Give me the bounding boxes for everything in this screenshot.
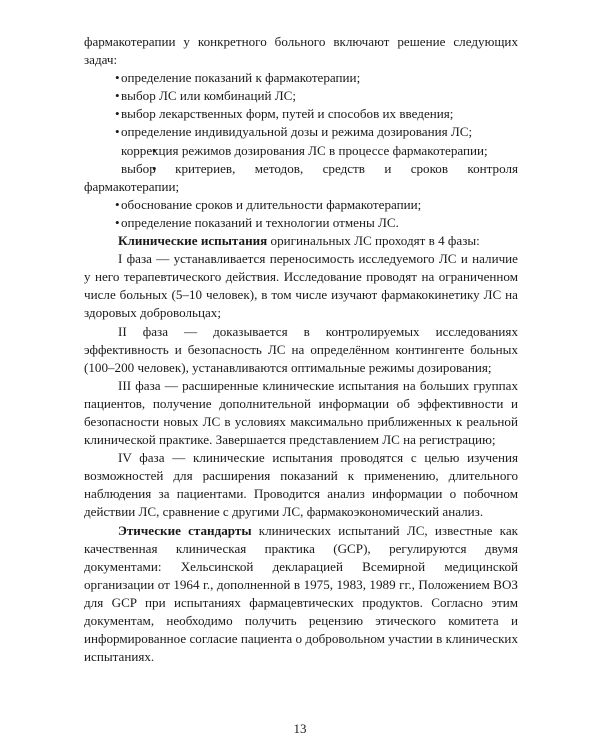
intro-paragraph: фармакотерапии у конкретного больного включают решение следующих задач:	[84, 34, 518, 68]
task-item: • определение индивидуальной дозы и режима дозирования ЛС;	[84, 123, 518, 141]
task-item: • коррекция режимов дозирования ЛС в процессе фармакотерапии;	[84, 142, 518, 160]
task-item: • определение показаний и технологии отмены ЛС.	[84, 214, 518, 232]
phase-paragraph: II фаза — доказывается в контролируемых исследованиях эффективность и безопасность ЛС на определённом контингенте больных (100–200 человек), устанавливаются оптимальные режимы дозирования;	[84, 323, 518, 375]
trials-term: Клинические испытания	[118, 233, 268, 249]
ethics-text: клинических испытаний ЛС, известные как качественная клиническая практика (GCP), регулируются двумя документами: Хельсинской декларацией Всемирной медицинской организации от 1964 г., дополненной в 1975, 1983, 1989 гг., Положением ВОЗ для GCP при испытаниях фармацевтических продуктов. Согласно этим документам, необходимо получить рецензию этического комитета и информированное согласие пациента о добровольном участии в клинических испытаниях.	[84, 522, 518, 665]
phase-paragraph: III фаза — расширенные клинические испытания на больших группах пациентов, получение дополнительной информации об эффективности и безопасности новых ЛС в условиях максимально приближенных к реальной клинической практике. Завершается представлением ЛС на регистрацию;	[84, 377, 518, 448]
task-item: • выбор ЛС или комбинаций ЛС;	[84, 87, 518, 105]
task-item: • выбор лекарственных форм, путей и способов их введения;	[84, 105, 518, 123]
phase-paragraph: IV фаза — клинические испытания проводятся с целью изучения возможностей для расширения показаний к применению, длительного наблюдения за пациентами. Проводится анализ информации о побочном действии ЛС, сравнение с другими ЛС, фармакоэкономический анализ.	[84, 450, 518, 520]
task-item: • выбор критериев, методов, средств и сроков контроля фармакотерапии;	[84, 160, 518, 196]
ethics-paragraph	[84, 522, 518, 667]
ethics-term: Этические стандарты	[118, 522, 252, 538]
phase-paragraph: I фаза — устанавливается переносимость исследуемого ЛС и наличие у него терапевтического действия. Исследование проводят на ограниченном числе больных (5–10 человек), в том числе изучают фармакокинетику ЛС на здоровых добровольцах;	[84, 251, 518, 321]
task-list	[84, 69, 518, 232]
task-item: • обоснование сроков и длительности фармакотерапии;	[84, 196, 518, 214]
task-item: • определение показаний к фармакотерапии;	[84, 69, 518, 87]
trials-paragraph	[84, 232, 518, 250]
body-text	[84, 33, 518, 666]
page-number: 13	[293, 721, 307, 736]
trials-text: оригинальных ЛС проходят в 4 фазы:	[267, 233, 480, 249]
